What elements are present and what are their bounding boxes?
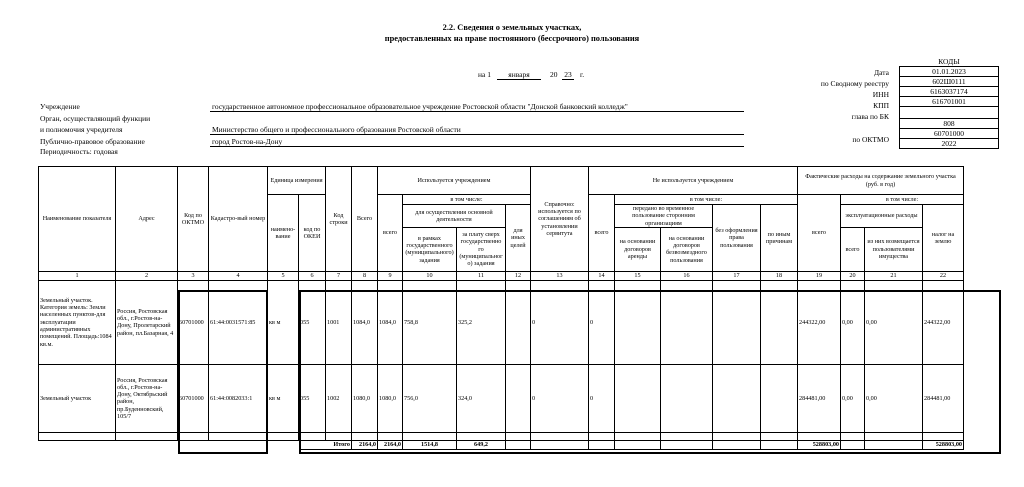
col-number: 15 bbox=[615, 271, 661, 280]
row-actual-total: 284481,00 bbox=[798, 364, 841, 432]
row-cadastral: 61:44:0082033:1 bbox=[209, 364, 268, 432]
code-value-registry: 602Ш0111 bbox=[900, 77, 999, 87]
header-actual-total: всего bbox=[798, 195, 841, 272]
row-reimbursed: 0,00 bbox=[865, 364, 923, 432]
code-label-registry: по Сводному реестру bbox=[820, 79, 889, 88]
col-number: 4 bbox=[209, 271, 268, 280]
institution-label: Учреждение bbox=[40, 102, 80, 111]
header-including3: в том числе: bbox=[841, 195, 964, 205]
code-label-oktmo: по ОКТМО bbox=[852, 135, 889, 144]
municipality-underline bbox=[210, 146, 744, 147]
row-other-reasons bbox=[761, 364, 798, 432]
code-label-date: Дата bbox=[874, 68, 889, 77]
col-number: 9 bbox=[378, 271, 403, 280]
totals-total: 2164,0 bbox=[352, 440, 378, 449]
institution-value: государственное автономное профессиональное образовательное учреждение Ростовской области "Донской банковский колледж" bbox=[212, 102, 628, 111]
header-used-total: всего bbox=[378, 195, 403, 272]
col-number: 2 bbox=[116, 271, 178, 280]
founder-underline bbox=[210, 134, 744, 135]
totals-actual-total: 528803,00 bbox=[798, 440, 841, 449]
header-name: Наименование показателя bbox=[39, 167, 116, 272]
header-total: Всего bbox=[352, 167, 378, 272]
municipality-value: город Ростов-на-Дону bbox=[212, 137, 283, 146]
header-not-used: Не используется учреждением bbox=[589, 167, 798, 195]
header-transferred: передано во временное пользование сторонним организациям bbox=[615, 205, 713, 228]
col-number: 16 bbox=[661, 271, 713, 280]
date-month: января bbox=[497, 70, 541, 80]
row-name: Земельный участок. Категория земель: Земли населенных пунктов-для эксплуатации административных помещений. Площадь:1084 кв.м. bbox=[39, 280, 116, 364]
row-state-task: 758,8 bbox=[403, 280, 457, 364]
header-lease: на основании договоров аренды bbox=[615, 227, 661, 271]
date-year: 23 bbox=[562, 70, 574, 80]
header-operational: эксплуатационные расходы bbox=[841, 205, 923, 228]
row-paid-over: 324,0 bbox=[457, 364, 506, 432]
row-cadastral: 61:44:0031571:85 bbox=[209, 280, 268, 364]
header-free-use: на основании договоров безвозмездного пользования bbox=[661, 227, 713, 271]
header-used: Используется учреждением bbox=[378, 167, 531, 195]
column-numbers-row bbox=[39, 271, 964, 280]
row-no-rights bbox=[713, 280, 761, 364]
date-suffix: г. bbox=[580, 70, 585, 79]
header-state-task: в рамках государственного (муниципального) задания bbox=[403, 227, 457, 271]
row-name: Земельный участок bbox=[39, 364, 116, 432]
code-value-date: 01.01.2023 bbox=[900, 67, 999, 77]
header-unit-name: наимено-вание bbox=[268, 195, 299, 272]
code-label-kpp: КПП bbox=[873, 101, 889, 110]
row-lease bbox=[615, 280, 661, 364]
table-row bbox=[39, 280, 964, 364]
col-number: 7 bbox=[326, 271, 352, 280]
row-code: 1002 bbox=[326, 364, 352, 432]
report-title-line1: 2.2. Сведения о земельных участках, bbox=[442, 23, 582, 32]
land-plots-table bbox=[38, 166, 964, 450]
header-cadastral: Кадастро-вый номер bbox=[209, 167, 268, 272]
header-servitude: Справочно: используется по соглашениям об установлении сервитута bbox=[531, 167, 589, 272]
founder-label-line2: и полномочия учредителя bbox=[40, 125, 123, 134]
col-number: 13 bbox=[531, 271, 589, 280]
row-not-total: 0 bbox=[589, 280, 615, 364]
row-total: 1084,0 bbox=[352, 280, 378, 364]
header-unit-code: код по ОКЕИ bbox=[299, 195, 326, 272]
founder-value: Министерство общего и профессионального образования Ростовской области bbox=[212, 125, 461, 134]
row-not-total: 0 bbox=[589, 364, 615, 432]
header-for-main: для осуществления основной деятельности bbox=[403, 205, 506, 228]
row-land-tax: 244322,00 bbox=[923, 280, 964, 364]
periodicity-label: Периодичность: годовая bbox=[40, 147, 118, 156]
row-op-total: 0,00 bbox=[841, 280, 865, 364]
header-no-rights: без оформления права пользования bbox=[713, 205, 761, 272]
row-unit-code: 055 bbox=[299, 280, 326, 364]
row-paid-over: 325,2 bbox=[457, 280, 506, 364]
row-free-use bbox=[661, 364, 713, 432]
header-not-total: всего bbox=[589, 195, 615, 272]
codes-table bbox=[899, 57, 999, 149]
row-unit-code: 055 bbox=[299, 364, 326, 432]
code-value-period: 2022 bbox=[900, 139, 999, 149]
header-land-tax: налог на землю bbox=[923, 205, 964, 272]
col-number: 10 bbox=[403, 271, 457, 280]
col-number: 17 bbox=[713, 271, 761, 280]
code-value-inn: 6163037174 bbox=[900, 87, 999, 97]
header-including: в том числе: bbox=[403, 195, 531, 205]
totals-paid-over: 649,2 bbox=[457, 440, 506, 449]
col-number: 21 bbox=[865, 271, 923, 280]
code-value-bk bbox=[900, 107, 999, 119]
row-unit-name: кв м bbox=[268, 364, 299, 432]
col-number: 11 bbox=[457, 271, 506, 280]
row-other-goals bbox=[506, 280, 531, 364]
code-value-808: 808 bbox=[900, 119, 999, 129]
spacer-row bbox=[39, 432, 964, 440]
founder-label-line1: Орган, осуществляющий функции bbox=[40, 114, 151, 123]
header-other-goals: для иных целей bbox=[506, 205, 531, 272]
code-label-bk: глава по БК bbox=[851, 112, 889, 121]
row-free-use bbox=[661, 280, 713, 364]
totals-label: Итого bbox=[299, 440, 352, 449]
col-number: 1 bbox=[39, 271, 116, 280]
row-lease bbox=[615, 364, 661, 432]
code-label-inn: ИНН bbox=[872, 90, 889, 99]
col-number: 19 bbox=[798, 271, 841, 280]
institution-underline bbox=[210, 111, 744, 112]
row-oktmo: 60701000 bbox=[178, 280, 209, 364]
row-other-reasons bbox=[761, 280, 798, 364]
row-used-total: 1080,0 bbox=[378, 364, 403, 432]
report-title-line2: предоставленных на праве постоянного (бессрочного) пользования bbox=[384, 34, 640, 43]
header-paid-over: за плату сверх государственно го (муниципальног о) задания bbox=[457, 227, 506, 271]
header-op-total: всего bbox=[841, 227, 865, 271]
row-no-rights bbox=[713, 364, 761, 432]
header-row-code: Код строки bbox=[326, 167, 352, 272]
row-oktmo: 60701000 bbox=[178, 364, 209, 432]
row-address: Россия, Ростовская обл., г.Ростов-на-Дону, Октябрьский район, пр.Буденновский, 105/7 bbox=[116, 364, 178, 432]
col-number: 5 bbox=[268, 271, 299, 280]
row-total: 1080,0 bbox=[352, 364, 378, 432]
row-land-tax: 284481,00 bbox=[923, 364, 964, 432]
col-number: 6 bbox=[299, 271, 326, 280]
totals-used-total: 2164,0 bbox=[378, 440, 403, 449]
totals-land-tax: 528803,00 bbox=[923, 440, 964, 449]
municipality-label: Публично-правовое образование bbox=[40, 137, 145, 146]
code-value-kpp: 616701001 bbox=[900, 97, 999, 107]
col-number: 8 bbox=[352, 271, 378, 280]
header-oktmo: Код по ОКТМО bbox=[178, 167, 209, 272]
date-prefix: на 1 bbox=[478, 70, 491, 79]
row-unit-name: кв м bbox=[268, 280, 299, 364]
header-other-reasons: по иным причинам bbox=[761, 205, 798, 272]
header-actual-costs: Фактические расходы на содержание земельного участка (руб. в год) bbox=[798, 167, 964, 195]
row-state-task: 756,0 bbox=[403, 364, 457, 432]
col-number: 18 bbox=[761, 271, 798, 280]
col-number: 20 bbox=[841, 271, 865, 280]
date-year-prefix: 20 bbox=[550, 70, 558, 79]
row-other-goals bbox=[506, 364, 531, 432]
row-reimbursed: 0,00 bbox=[865, 280, 923, 364]
row-servitude: 0 bbox=[531, 280, 589, 364]
table-row bbox=[39, 364, 964, 432]
col-number: 14 bbox=[589, 271, 615, 280]
col-number: 22 bbox=[923, 271, 964, 280]
header-including2: в том числе: bbox=[615, 195, 798, 205]
code-value-oktmo: 60701000 bbox=[900, 129, 999, 139]
row-actual-total: 244322,00 bbox=[798, 280, 841, 364]
col-number: 3 bbox=[178, 271, 209, 280]
row-op-total: 0,00 bbox=[841, 364, 865, 432]
totals-row bbox=[39, 440, 964, 449]
header-address: Адрес bbox=[116, 167, 178, 272]
col-number: 12 bbox=[506, 271, 531, 280]
row-servitude: 0 bbox=[531, 364, 589, 432]
totals-state-task: 1514,8 bbox=[403, 440, 457, 449]
row-address: Россия, Ростовская обл., г.Ростов-на-Дону, Пролетарский район, пл.Базарная, 4 bbox=[116, 280, 178, 364]
codes-header: КОДЫ bbox=[900, 57, 999, 67]
row-used-total: 1084,0 bbox=[378, 280, 403, 364]
header-reimbursed: из них возмещается пользователями имущества bbox=[865, 227, 923, 271]
header-unit: Единица измерения bbox=[268, 167, 326, 195]
row-code: 1001 bbox=[326, 280, 352, 364]
